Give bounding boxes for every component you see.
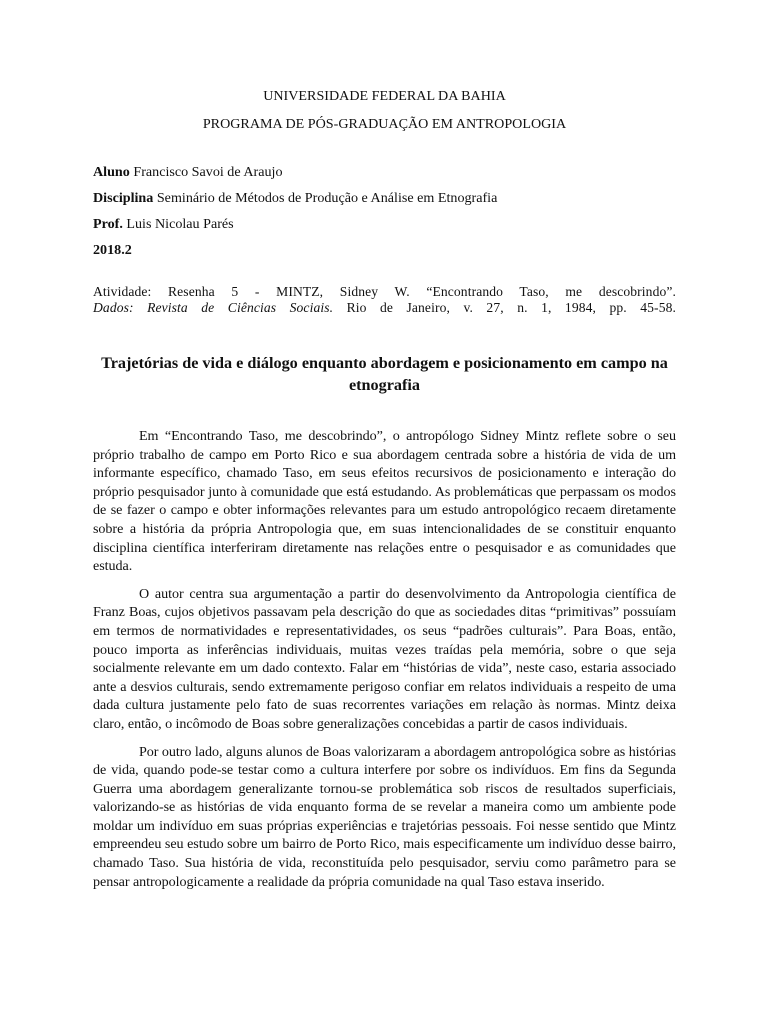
discipline-label: Disciplina: [93, 190, 154, 206]
semester: 2018.2: [93, 242, 132, 258]
student-info: [93, 163, 676, 267]
student-name: Francisco Savoi de Araujo: [133, 164, 283, 180]
discipline-name: Seminário de Métodos de Produção e Análise em Etnografia: [156, 190, 498, 206]
professor-row: [93, 215, 676, 241]
university-name: UNIVERSIDADE FEDERAL DA BAHIA: [263, 88, 506, 104]
essay-title: Trajetórias de vida e diálogo enquanto abordagem e posicionamento em campo na etnografia: [101, 354, 668, 394]
essay-body: [93, 427, 676, 891]
student-row: [93, 163, 676, 189]
discipline-row: [93, 189, 676, 215]
citation-journal: Dados: Revista de Ciências Sociais.: [93, 300, 334, 315]
activity-reference: [93, 284, 676, 316]
professor-label: Prof.: [93, 216, 123, 232]
semester-row: [93, 241, 676, 267]
paragraph: Por outro lado, alguns alunos de Boas valorizaram a abordagem antropológica sobre as histórias de vida, quando pode-se testar como a cultura interfere por sobre os indivíduos. Em fins da Segunda Guerra uma abordagem generalizante tornou-se problemática sob riscos de resultados superficiais, valorizando-se as histórias de vida enquanto forma de se revelar a maneira como um ambiente pode moldar um indivíduo em suas próprias experiências e trajetórias pessoais. Foi nesse sentido que Mintz empreendeu seu estudo sobre um bairro de Porto Rico, mais especificamente um indivíduo desse bairro, chamado Taso. Sua história de vida, reconstituída pelo pesquisador, serviu como parâmetro para se pensar antropologicamente a realidade da própria comunidade na qual Taso estava inserido.: [93, 743, 676, 890]
program-name: PROGRAMA DE PÓS-GRADUAÇÃO EM ANTROPOLOGIA: [202, 116, 567, 132]
citation-line: [93, 300, 676, 316]
document-header: [93, 0, 676, 133]
citation-details: Rio de Janeiro, v. 27, n. 1, 1984, pp. 45-58.: [333, 300, 676, 315]
professor-name: Luis Nicolau Parés: [126, 216, 234, 232]
student-label: Aluno: [93, 164, 130, 180]
paragraph: Em “Encontrando Taso, me descobrindo”, o antropólogo Sidney Mintz reflete sobre o seu próprio trabalho de campo em Porto Rico e sua abordagem centrada sobre a história de vida de um informante específico, chamado Taso, em seus efeitos recursivos de posicionamento e interação do próprio pesquisador junto à comunidade que está estudando. As problemáticas que perpassam os modos de se fazer o campo e obter informações relevantes para um estudo antropológico recaem diretamente sobre a história da própria Antropologia que, em suas intencionalidades de se constituir enquanto disciplina científica interferiram diretamente nas relações entre o pesquisador e as comunidades que estuda.: [93, 428, 676, 575]
paragraph: O autor centra sua argumentação a partir do desenvolvimento da Antropologia científica de Franz Boas, cujos objetivos passavam pela descrição do que as sociedades ditas “primitivas” possuíam em termos de normatividades e representatividades, os seus “padrões culturais”. Para Boas, então, pouco importa as inferências individuais, muitas vezes traídas pela memória, sobre o que seja socialmente relevante em um dado contexto. Falar em “histórias de vida”, neste caso, estaria associado ante a desvios culturais, sendo extremamente perigoso confiar em relatos individuais a respeito de uma dada cultura justamente pelo fato de suas recorrentes variações em relação às normas. Mintz deixa claro, então, o incômodo de Boas sobre generalizações concebidas a partir de casos individuais.: [93, 585, 676, 732]
activity-line: Atividade: Resenha 5 - MINTZ, Sidney W. “Encontrando Taso, me descobrindo”.: [93, 284, 676, 299]
